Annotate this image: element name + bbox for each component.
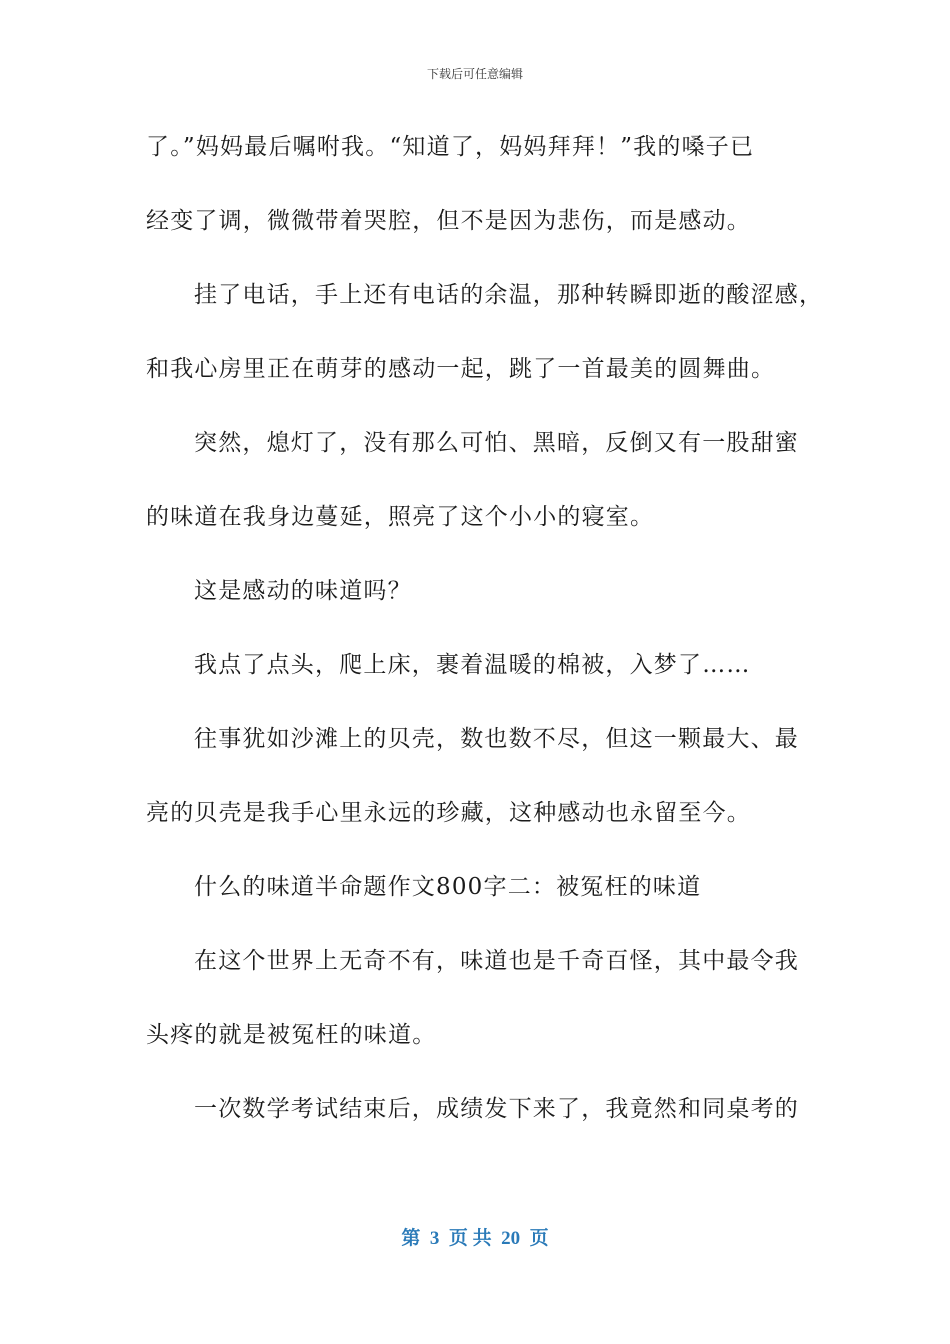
paragraph-line: 往事犹如沙滩上的贝壳，数也数不尽，但这一颗最大、最: [194, 726, 799, 752]
paragraph-line: 我点了点头，爬上床，裹着温暖的棉被，入梦了……: [194, 652, 751, 678]
paragraph-line: 突然，熄灯了，没有那么可怕、黑暗，反倒又有一股甜蜜: [194, 430, 799, 456]
document-body: [146, 124, 824, 1160]
paragraph-line: 和我心房里正在萌芽的感动一起，跳了一首最美的圆舞曲。: [146, 356, 776, 382]
section-heading: 什么的味道半命题作文800字二：被冤枉的味道: [194, 874, 702, 900]
page-header: 下载后可任意编辑: [426, 67, 523, 81]
page-number-text: 第 3 页 共 20 页: [401, 1228, 549, 1249]
paragraph-line: 的味道在我身边蔓延，照亮了这个小小的寝室。: [146, 504, 655, 530]
page-number-footer: [0, 1226, 950, 1252]
paragraph-line: 这是感动的味道吗？: [194, 578, 412, 604]
paragraph-line: 一次数学考试结束后，成绩发下来了，我竟然和同桌考的: [194, 1096, 799, 1122]
paragraph-line: 了。”妈妈最后嘱咐我。“知道了，妈妈拜拜！”我的嗓子已: [146, 134, 755, 160]
paragraph-line: 在这个世界上无奇不有，味道也是千奇百怪，其中最令我: [194, 948, 799, 974]
paragraph-line: 头疼的就是被冤枉的味道。: [146, 1022, 437, 1048]
paragraph-line: 亮的贝壳是我手心里永远的珍藏，这种感动也永留至今。: [146, 800, 751, 826]
paragraph-line: 挂了电话，手上还有电话的余温，那种转瞬即逝的酸涩感，: [194, 282, 824, 308]
paragraph-line: 经变了调，微微带着哭腔，但不是因为悲伤，而是感动。: [146, 208, 751, 234]
